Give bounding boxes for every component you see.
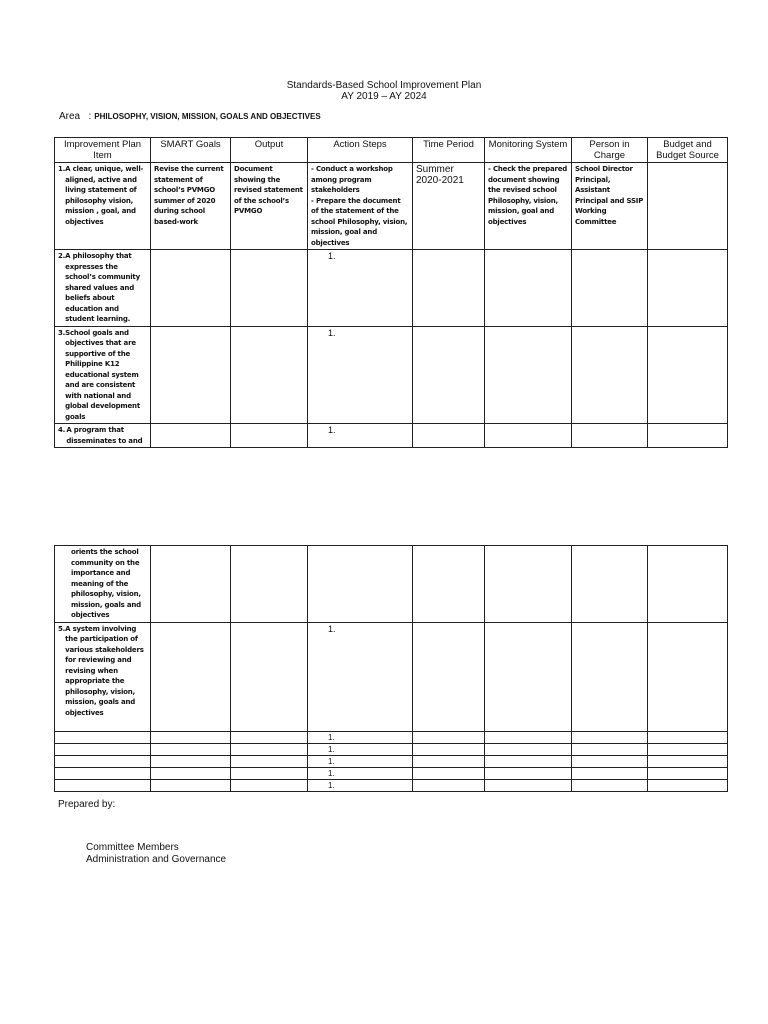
action-steps-cell: 1. (308, 622, 413, 731)
table-row (55, 163, 728, 250)
table-row (55, 743, 728, 755)
person-in-charge-cell (572, 250, 648, 327)
area-value: PHILOSOPHY, VISION, MISSION, GOALS AND OBJECTIVES (94, 112, 321, 121)
output-cell (231, 622, 308, 731)
action-steps-cell: 1. (308, 250, 413, 327)
output-cell: Document showing the revised statement of the school’s PVMGO (231, 163, 308, 250)
output-cell (231, 326, 308, 424)
improvement-plan-table (54, 137, 728, 448)
plan-item-cell (55, 163, 151, 250)
column-header: SMART Goals (151, 138, 231, 163)
plan-item-cell (55, 250, 151, 327)
signatory-line-2: Administration and Governance (86, 854, 227, 865)
plan-item-cell (55, 326, 151, 424)
table-row (55, 767, 728, 779)
smart-goal-cell (151, 250, 231, 327)
person-in-charge-cell (572, 546, 648, 623)
item-text: A system involving the participation of various stakeholders for reviewing and revising when appropriate the philosophy, vision, mission, goals and objectives (65, 624, 144, 717)
smart-goal-cell: Revise the current statement of school’s PVMGO summer of 2020 during school based-work (151, 163, 231, 250)
improvement-plan-table-continued (54, 545, 728, 792)
action-steps-cell: 1. (308, 767, 413, 779)
area-separator: : (88, 111, 92, 122)
action-steps-cell: 1. (308, 326, 413, 424)
time-period-cell (413, 326, 485, 424)
person-in-charge-cell (572, 622, 648, 731)
item-number: 3. (58, 328, 66, 337)
table-header-row (55, 138, 728, 163)
budget-cell (648, 163, 728, 250)
time-period-cell (413, 546, 485, 623)
monitoring-cell (485, 424, 572, 448)
table-row (55, 622, 728, 731)
time-period-cell (413, 424, 485, 448)
action-steps-cell (308, 546, 413, 623)
academic-period: AY 2019 – AY 2024 (341, 91, 427, 102)
monitoring-cell (485, 326, 572, 424)
budget-cell (648, 622, 728, 731)
column-header: Action Steps (308, 138, 413, 163)
column-header: Time Period (413, 138, 485, 163)
monitoring-cell (485, 622, 572, 731)
table-row (55, 250, 728, 327)
table-row (55, 779, 728, 791)
person-in-charge-cell (572, 326, 648, 424)
person-in-charge-cell (572, 424, 648, 448)
table-row (55, 755, 728, 767)
signatory-line-1: Committee Members (86, 842, 179, 853)
item-text: A clear, unique, well-aligned, active and living statement of philosophy vision, mission , goal, and objectives (65, 165, 144, 226)
person-in-charge-cell: School Director Principal, Assistant Principal and SSIP Working Committee (572, 163, 648, 250)
item-number: 1. (58, 165, 66, 173)
time-period-cell (413, 622, 485, 731)
plan-item-cell (55, 622, 151, 731)
smart-goal-cell (151, 424, 231, 448)
action-steps-cell: 1. (308, 743, 413, 755)
time-period-cell: Summer 2020-2021 (413, 163, 485, 250)
table-row (55, 424, 728, 448)
monitoring-cell (485, 546, 572, 623)
output-cell (231, 250, 308, 327)
column-header: Improvement Plan Item (55, 138, 151, 163)
column-header: Monitoring System (485, 138, 572, 163)
plan-item-cell: orients the school community on the importance and meaning of the philosophy, vision, mission, goals and objectives (55, 546, 151, 623)
action-steps-cell: 1. (308, 755, 413, 767)
monitoring-cell (485, 250, 572, 327)
action-steps-cell: 1. (308, 779, 413, 791)
output-cell (231, 546, 308, 623)
area-line (59, 111, 321, 122)
budget-cell (648, 326, 728, 424)
table-row (55, 326, 728, 424)
document-title: Standards-Based School Improvement Plan (286, 80, 482, 91)
action-steps-cell: 1. (308, 731, 413, 743)
action-steps-cell: - Conduct a workshop among program stakeholders - Prepare the document of the statement of the school Philosophy, vision, mission, goal and objectives (308, 163, 413, 250)
budget-cell (648, 424, 728, 448)
table-row (55, 731, 728, 743)
output-cell (231, 424, 308, 448)
column-header: Budget and Budget Source (648, 138, 728, 163)
column-header: Person in Charge (572, 138, 648, 163)
item-text: A philosophy that expresses the school’s community shared values and beliefs about education and student learning. (65, 252, 140, 323)
monitoring-cell: - Check the prepared document showing the revised school Philosophy, vision, mission, goal and objectives (485, 163, 572, 250)
table-row (55, 546, 728, 623)
action-steps-cell: 1. (308, 424, 413, 448)
item-text: A program that disseminates to and (66, 426, 143, 445)
plan-item-cell (55, 424, 151, 448)
area-label: Area (59, 111, 81, 122)
smart-goal-cell (151, 326, 231, 424)
item-number: 5. (58, 624, 66, 633)
item-text: School goals and objectives that are supportive of the Philippine K12 educational system and are consistent with national and global development goals (65, 328, 140, 421)
smart-goal-cell (151, 622, 231, 731)
prepared-by-label: Prepared by: (58, 799, 116, 810)
budget-cell (648, 250, 728, 327)
budget-cell (648, 546, 728, 623)
item-number: 4. (58, 426, 66, 434)
column-header: Output (231, 138, 308, 163)
time-period-cell (413, 250, 485, 327)
smart-goal-cell (151, 546, 231, 623)
item-number: 2. (58, 252, 66, 260)
